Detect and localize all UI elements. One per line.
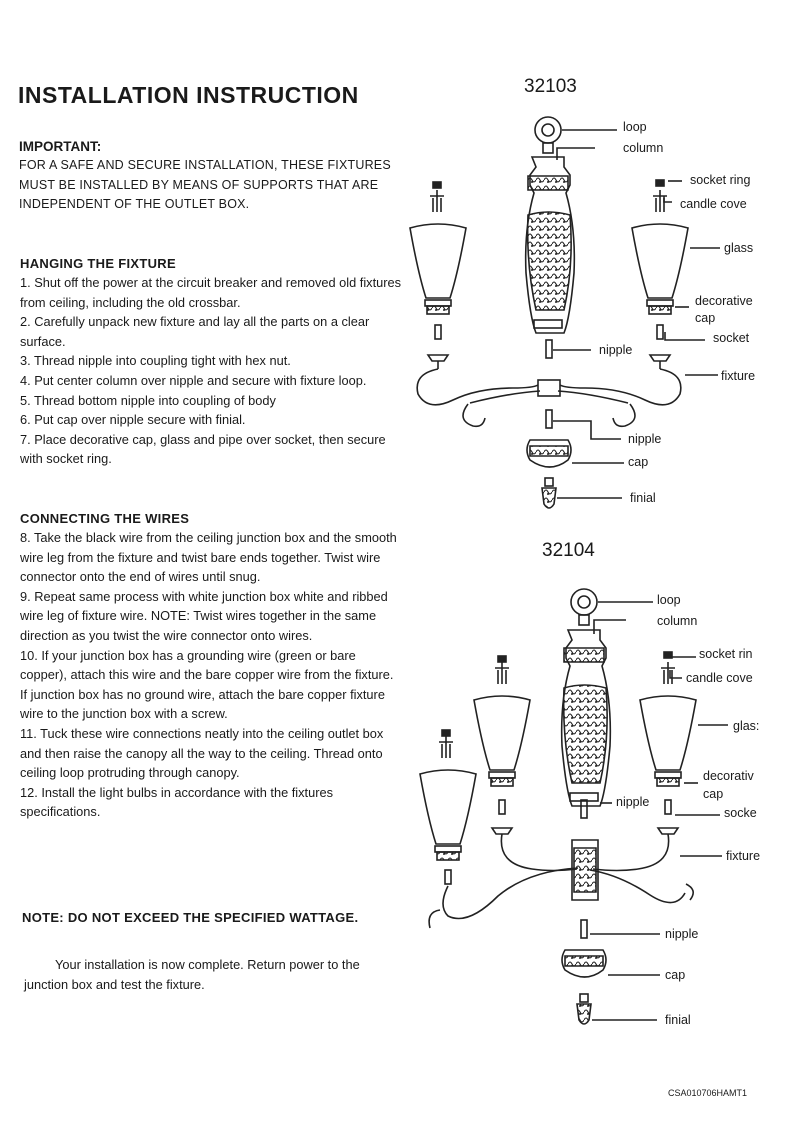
label-nipple-top-2: nipple xyxy=(616,795,650,809)
label-fixture: fixture xyxy=(721,369,756,383)
label-socket: socket xyxy=(713,331,750,345)
step-9: 9. Repeat same process with white junction box white and ribbed wire leg of fixture wire. NOTE: Twist wires together in the same direction as you twist the wire connector onto wires. xyxy=(20,588,388,643)
label-decorative-cap: cap xyxy=(695,311,716,325)
label-glass: glass xyxy=(724,241,754,255)
label-fixture-2: fixture xyxy=(726,849,761,863)
label-socket-ring: socket ring xyxy=(690,173,751,187)
model-number-32104: 32104 xyxy=(542,540,595,561)
label-socket-2: socke xyxy=(724,806,757,820)
label-finial-2: finial xyxy=(665,1013,691,1027)
diagram-32103 xyxy=(410,117,720,508)
step-4: 4. Put center column over nipple and secure with fixture loop. xyxy=(20,372,367,388)
step-2: 2. Carefully unpack new fixture and lay all the parts on a clear surface. xyxy=(20,314,370,349)
label-column: column xyxy=(623,141,664,155)
hanging-heading: HANGING THE FIXTURE xyxy=(20,256,176,271)
step-11: 11. Tuck these wire connections neatly into the ceiling outlet box and then raise the canopy all the way to the ceiling. Thread onto ceiling loop protruding through canopy. xyxy=(20,725,384,781)
label-column-2: column xyxy=(657,614,698,628)
label-decorative-2: decorativ xyxy=(703,769,754,783)
label-nipple-bottom-2: nipple xyxy=(665,927,699,941)
label-socket-ring-2: socket rin xyxy=(699,647,753,661)
label-finial: finial xyxy=(630,491,656,505)
label-candle-cover-2: candle cove xyxy=(686,671,753,685)
page-title: INSTALLATION INSTRUCTION xyxy=(18,82,359,108)
step-6: 6. Put cap over nipple secure with finial. xyxy=(20,412,246,428)
label-glass-2: glas: xyxy=(733,719,760,733)
wires-heading: CONNECTING THE WIRES xyxy=(20,511,190,526)
label-cap-2: cap xyxy=(665,968,686,982)
document-code: CSA010706HAMT1 xyxy=(668,1088,748,1098)
label-loop: loop xyxy=(623,120,647,134)
wattage-note: NOTE: DO NOT EXCEED THE SPECIFIED WATTAGE. xyxy=(22,910,359,925)
step-7: 7. Place decorative cap, glass and pipe over socket, then secure with socket ring. xyxy=(20,431,386,467)
label-decorative: decorative xyxy=(695,294,753,308)
step-5: 5. Thread bottom nipple into coupling of body xyxy=(20,392,276,408)
step-1: 1. Shut off the power at the circuit breaker and removed old fixtures from ceiling, including the old crossbar. xyxy=(20,275,402,310)
step-12: 12. Install the light bulbs in accordance with the fixtures specifications. xyxy=(20,784,333,820)
important-body: FOR A SAFE AND SECURE INSTALLATION, THESE FIXTURES MUST BE INSTALLED BY MEANS OF SUPPORTS THAT ARE INDEPENDENT OF THE OUTLET BOX. xyxy=(19,158,391,211)
step-3: 3. Thread nipple into coupling tight with hex nut. xyxy=(20,353,291,369)
label-loop-2: loop xyxy=(657,593,681,607)
label-decorative-cap-2: cap xyxy=(703,787,724,801)
model-number-32103: 32103 xyxy=(524,76,577,97)
step-8: 8. Take the black wire from the ceiling junction box and the smooth wire leg from the fixture and twist bare ends together. Twist wire connector onto the end of wires until snug. xyxy=(20,530,397,585)
label-nipple-bottom: nipple xyxy=(628,432,662,446)
label-cap: cap xyxy=(628,455,649,469)
completion-text: Your installation is now complete. Return power to the junction box and test the fixture. xyxy=(24,957,360,992)
important-heading: IMPORTANT: xyxy=(19,139,102,154)
label-candle-cover: candle cove xyxy=(680,197,747,211)
diagram-32104 xyxy=(420,589,728,1024)
step-10: 10. If your junction box has a grounding wire (green or bare copper), attach this wire and the bare copper wire from the fixture. If junction box has no ground wire, attach the bare copper fixture wire to the junction box with a screw. xyxy=(20,647,394,722)
label-nipple-top: nipple xyxy=(599,343,633,357)
